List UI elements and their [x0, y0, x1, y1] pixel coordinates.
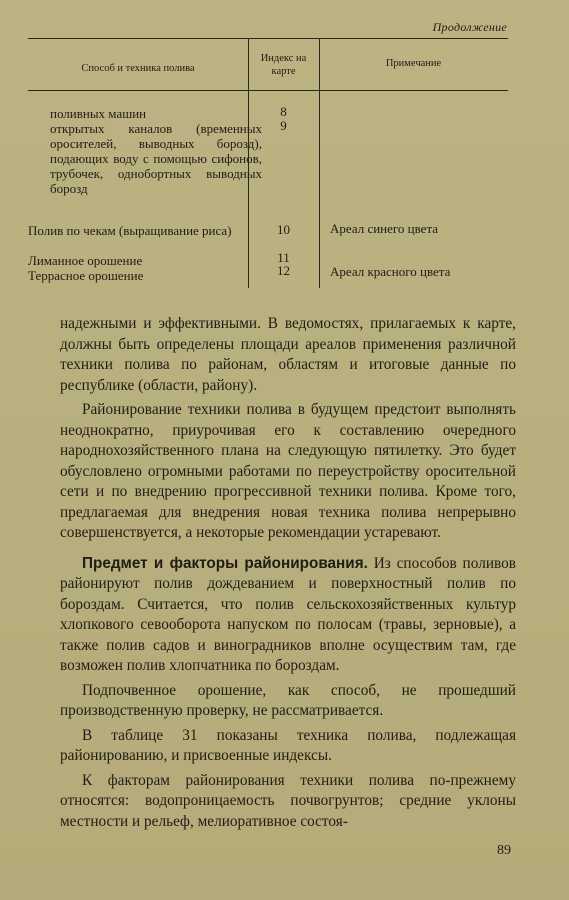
- table-row-method: открытых каналов (временных оросителей, выводных борозд), подающих воду с помощью сифонов, трубочек, однобортных выводных борозд: [50, 121, 262, 196]
- header-note: Примечание: [385, 58, 442, 69]
- table-header-rule: [28, 90, 508, 91]
- table-row-index: 10: [277, 222, 290, 237]
- irrigation-table: [28, 38, 508, 288]
- paragraph: надежными и эффективными. В ведомостях, прилагаемых к карте, должны быть определены площади ареалов применения различной техники полива по районам, областям и итоговые данные по республике (области, району).: [60, 315, 516, 394]
- running-head: Продолжение: [432, 20, 507, 34]
- table-row-method: Лиманное орошение: [28, 253, 143, 268]
- page-number: 89: [497, 843, 511, 858]
- table-row-note: Ареал синего цвета: [330, 221, 439, 236]
- table-row-method: Террасное орошение: [28, 268, 144, 283]
- table-row-method: Полив по чекам (выращивание риса): [28, 223, 232, 238]
- table-row-method: поливных машин: [50, 106, 147, 121]
- body-text: [60, 314, 516, 832]
- table-column-divider: [319, 38, 320, 288]
- paragraph-text: Из способов поливов районируют полив дождеванием и поверхностный полив по бороздам. Считается, что полив сельскохозяйственных культур хлопкового севооборота напуском по полосам (травы, зерновые), а также полив садов и виноградников вполне осуществим там, где возможен полив хлопчатника по бороздам.: [60, 554, 516, 674]
- table-row-index: 8: [280, 104, 287, 119]
- header-method: Способ и техника полива: [81, 63, 195, 74]
- paragraph: В таблице 31 показаны техника полива, подлежащая районированию, и присвоенные индексы.: [60, 726, 516, 764]
- paragraph: [60, 554, 516, 677]
- table-row-index: 9: [280, 118, 287, 133]
- section-heading: Предмет и факторы районирования.: [82, 554, 368, 572]
- table-row-note: Ареал красного цвета: [330, 264, 451, 279]
- table-top-rule: [28, 38, 508, 39]
- paragraph: Подпочвенное орошение, как способ, не прошедший производственную проверку, не рассматривается.: [60, 681, 516, 719]
- paragraph: Районирование техники полива в будущем предстоит выполнять неоднократно, приурочивая его к составлению очередного народнохозяйственного плана на следующую пятилетку. Это будет обусловлено огромными работами по переустройству оросительной сети и по внедрению прогрессивной техники полива. Кроме того, предлагаемая для внедрения новая техника полива непрерывно совершенствуется, а некоторые рекомендации устаревают.: [60, 401, 516, 541]
- paragraph: К факторам районирования техники полива по-прежнему относятся: водопроницаемость почвогрунтов; средние уклоны местности и рельеф, мелиоративное состоя-: [60, 771, 516, 830]
- table-row-index: 12: [277, 263, 290, 278]
- header-index: Индекс на карте: [260, 53, 307, 77]
- table-row-index: 11: [277, 250, 290, 265]
